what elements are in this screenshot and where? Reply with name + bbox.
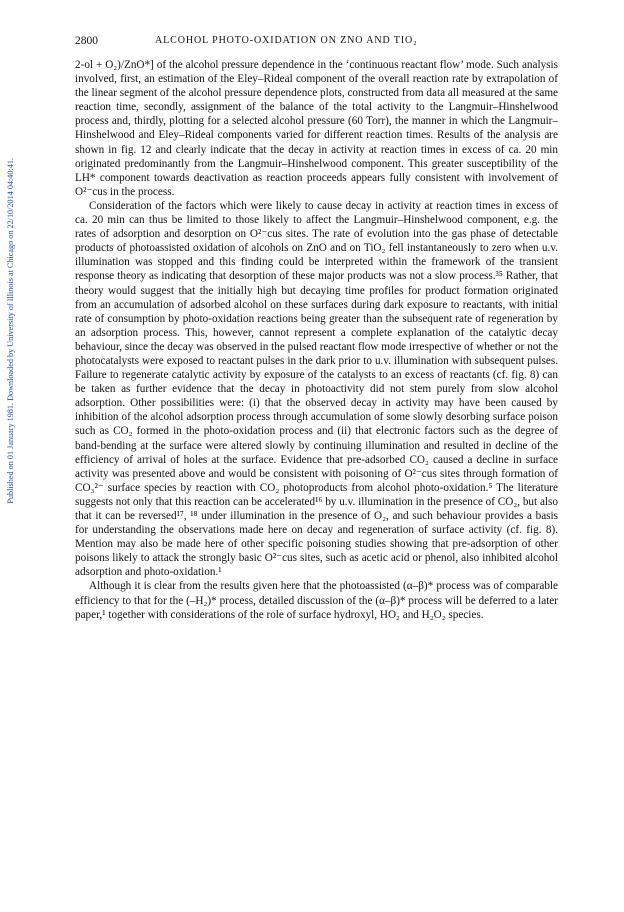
download-watermark-text: Published on 01 January 1981. Downloaded by University of Illinois at Chicago on 22/10/2014 04:40:41. <box>5 158 15 504</box>
paragraph-2: Consideration of the factors which were likely to cause decay in activity at reaction times in excess of ca. 20 min can thus be limited to those likely to affect the Langmuir–Hinshelwood component, e.g. the rates of adsorption and desorption on O²⁻cus sites. The rate of evolution into the gas phase of detectable products of photoassisted oxidation of alcohols on ZnO and on TiO₂ fell instantaneously to zero when u.v. illumination was stopped and this finding could be interpreted within the framework of the transient response theory as indicating that desorption of these major products was not a slow process.³⁵ Rather, that theory would suggest that the initially high but decaying time profiles for product formation originated from an accumulation of adsorbed alcohol on these surfaces during dark exposure to reactants, with initial rate of consumption by photo-oxidation reactions being greater than the subsequent rate of regeneration by an adsorption process. This, however, cannot represent a complete explanation of the catalytic decay behaviour, since the decay was observed in the pulsed reactant flow mode irrespective of whether or not the photocatalysts were exposed to reactant pulses in the dark prior to u.v. illumination with subsequent pulses. Failure to regenerate catalytic activity by exposure of the catalysts to an excess of reactants (cf. fig. 8) can be taken as further evidence that the decay in photoactivity did not stem purely from slow alcohol adsorption. Other possibilities were: (i) that the observed decay in activity may have been caused by inhibition of the alcohol adsorption process through accumulation of some slowly desorbing surface poison such as CO₂ formed in the photo-oxidation process and (ii) that electronic factors such as the degree of band-bending at the surface were altered slowly by continuing illumination and resulted in decline of the efficiency of arrival of holes at the surface. Evidence that pre-adsorbed CO₂ caused a decline in surface activity was presented above and would be consistent with poisoning of O²⁻cus sites through formation of CO₃²⁻ surface species by reaction with CO₂ photoproducts from alcohol photo-oxidation.⁵ The literature suggests not only that this reaction can be accelerated¹⁶ by u.v. illumination in the presence of CO₂, but also that it can be reversed¹⁷, ¹⁸ under illumination in the presence of O₂, and such behaviour provides a basis for understanding the observations made here on decay and regeneration of surface activity (cf. fig. 8). Mention may also be made here of other specific poisoning studies showing that pre-adsorption of other poisons likely to attack the strongly basic O²⁻cus sites, such as acetic acid or phenol, also inhibited alcohol adsorption and photo-oxidation.¹ <box>75 199 558 579</box>
paragraph-3: Although it is clear from the results given here that the photoassisted (α–β)* process was of comparable efficiency to that for the (–H₂)* process, detailed discussion of the (α–β)* process will be deferred to a later paper,¹ together with considerations of the role of surface hydroxyl, HO₂ and H₂O₂ species. <box>75 580 558 621</box>
paragraph-1: 2-ol + O₂)/ZnO*] of the alcohol pressure dependence in the ‘continuous reactant flow’ mode. Such analysis involved, first, an estimation of the Eley–Rideal component of the overall reaction rate by extrapolation of the linear segment of the alcohol pressure dependence plots, constructed from data all measured at the same reaction time, secondly, assignment of the balance of the total activity to the Langmuir–Hinshelwood process and, thirdly, plotting for a selected alcohol pressure (60 Torr), the manner in which the Langmuir–Hinshelwood and Eley–Rideal components varied for different reaction times. Results of the analysis are shown in fig. 12 and clearly indicate that the decay in activity at reaction times in excess of ca. 20 min originated predominantly from the Langmuir–Hinshelwood component. This greater susceptibility of the LH* component towards deactivation as reaction proceeds appears fully consistent with involvement of O²⁻cus in the process. <box>75 59 558 198</box>
page-number: 2800 <box>75 35 98 47</box>
download-watermark <box>2 96 18 566</box>
page-header <box>75 35 558 51</box>
article-body <box>75 58 558 622</box>
running-title: ALCOHOL PHOTO-OXIDATION ON ZNO AND TIO₂ <box>155 35 418 46</box>
